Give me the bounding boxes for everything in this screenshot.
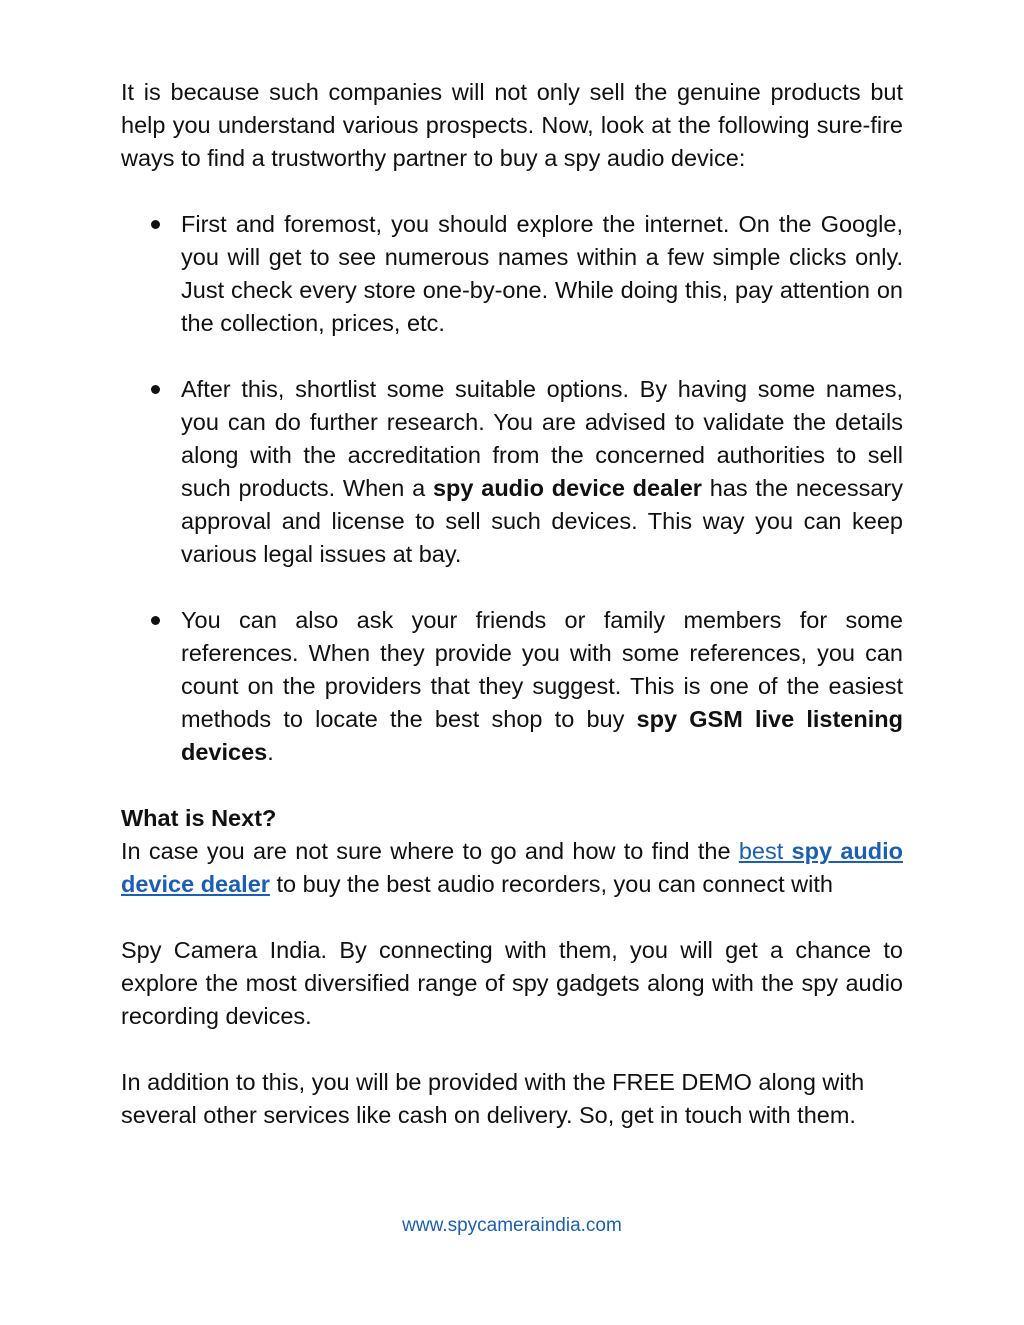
bullet-icon xyxy=(151,616,160,625)
list-item xyxy=(121,373,903,571)
keyword-bold: spy audio device dealer xyxy=(432,475,702,501)
bullet-icon xyxy=(151,220,160,229)
footer-url[interactable]: www.spycameraindia.com xyxy=(402,1215,622,1236)
bullet-icon xyxy=(151,385,160,394)
link-text: best xyxy=(738,838,792,864)
list-item-text: First and foremost, you should explore the internet. On the Google, you will get to see numerous names within a few simple clicks only. Just check every store one-by-one. While doing this, pay attention on the collection, prices, etc. xyxy=(181,211,903,336)
paragraph-text: In case you are not sure where to go and how to find the xyxy=(121,838,739,864)
list-item-text: . xyxy=(267,739,274,765)
spacer xyxy=(121,175,903,208)
list-item-text: You can also ask your friends or family members for some references. When they provide you with some references, you can count on the providers that they suggest. This is one of the easiest methods to locate the best shop to buy xyxy=(181,607,903,732)
paragraph-text: to buy the best audio recorders, you can connect with xyxy=(269,871,833,897)
spacer xyxy=(121,571,903,604)
intro-paragraph: It is because such companies will not only sell the genuine products but help you understand various prospects. Now, look at the following sure-fire ways to find a trustworthy partner to buy a spy audio device: xyxy=(121,79,903,171)
body-paragraph: In addition to this, you will be provided with the FREE DEMO along with several other services like cash on delivery. So, get in touch with them. xyxy=(121,1069,865,1128)
list-item xyxy=(121,208,903,340)
spacer xyxy=(121,340,903,373)
list-item-text: has the necessary approval and license to sell such devices. This way you can keep various legal issues at bay. xyxy=(181,475,903,567)
list-item xyxy=(121,604,903,769)
tips-list xyxy=(121,208,903,769)
spacer xyxy=(121,1033,903,1066)
link-text-bold: spy audio device dealer xyxy=(121,838,903,897)
body-paragraph: Spy Camera India. By connecting with them, you will get a chance to explore the most diversified range of spy gadgets along with the spy audio recording devices. xyxy=(121,937,903,1029)
section-heading: What is Next? xyxy=(121,805,277,831)
list-item-text: After this, shortlist some suitable options. By having some names, you can do further research. You are advised to validate the details along with the accreditation from the concerned authorities to sell such products. When a xyxy=(181,376,903,501)
spacer xyxy=(121,901,903,934)
next-paragraph xyxy=(121,835,903,901)
document-body xyxy=(121,76,903,1132)
spacer xyxy=(121,769,903,802)
keyword-bold: spy GSM live listening devices xyxy=(181,706,903,765)
